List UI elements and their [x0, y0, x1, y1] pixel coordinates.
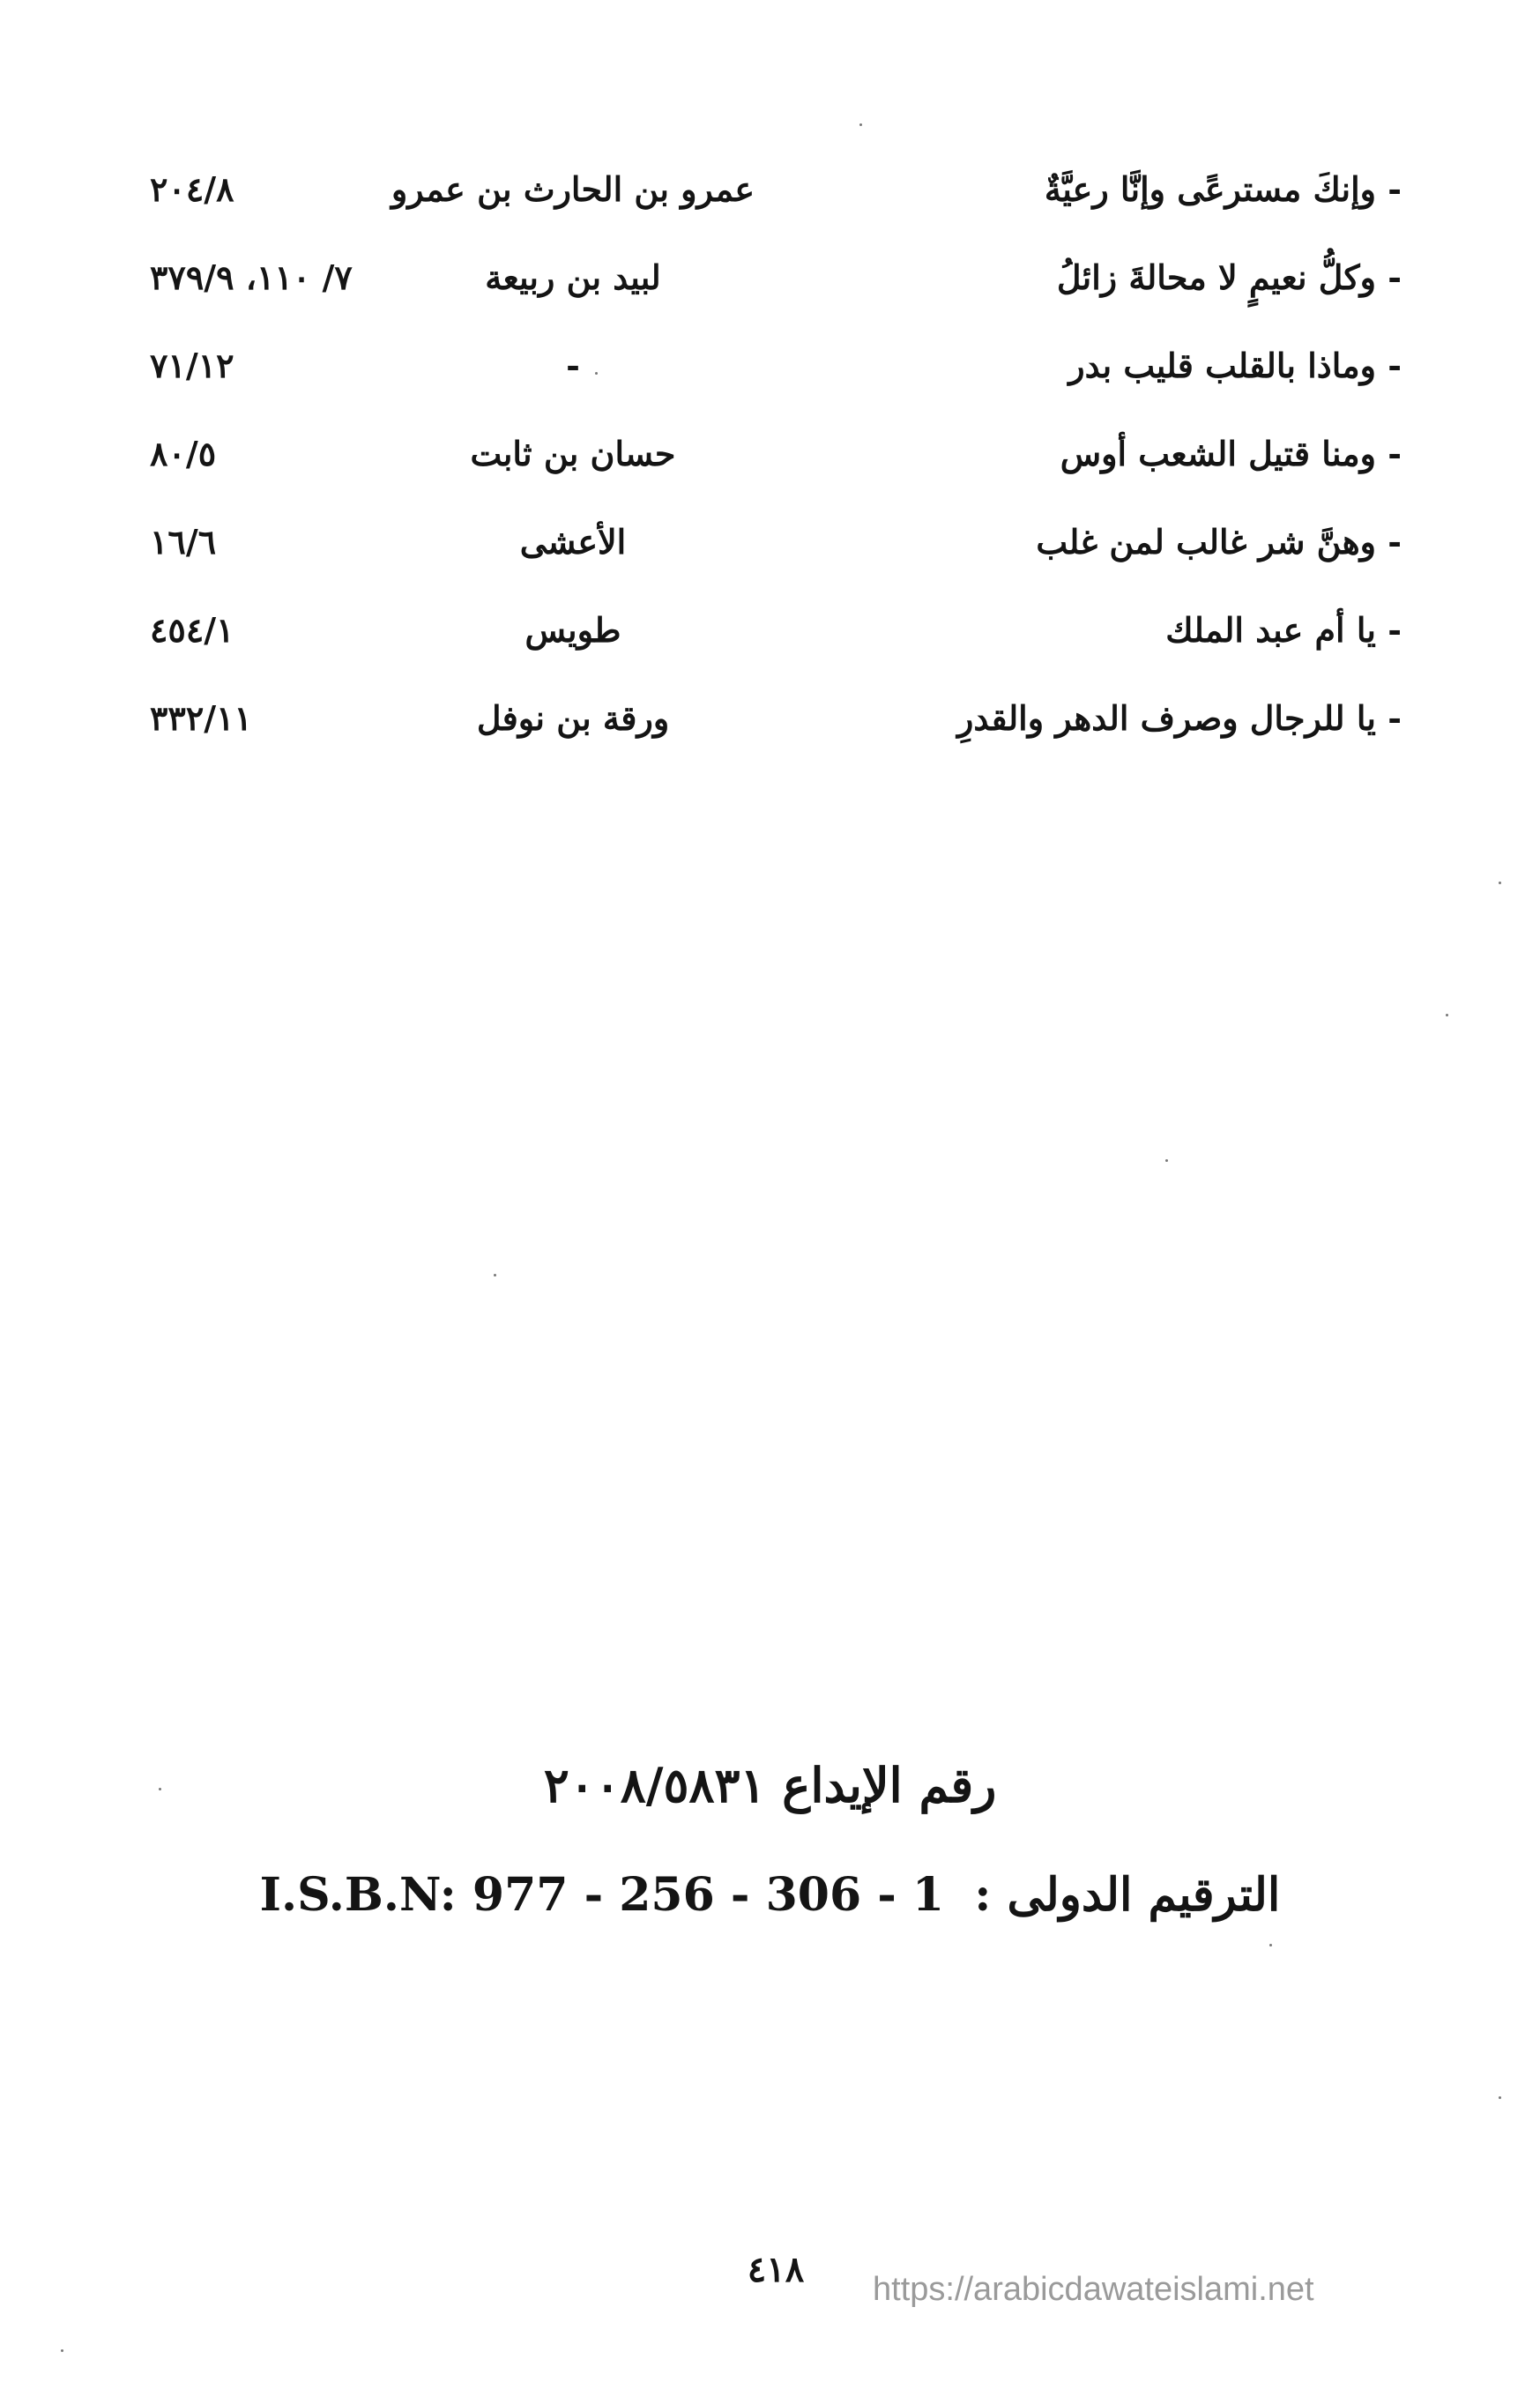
poet-name: ورقة بن نوفل: [476, 698, 670, 738]
scan-speck: [1499, 882, 1501, 884]
scan-speck: [1446, 1014, 1448, 1016]
index-row: [150, 683, 1402, 771]
verse-text: - وإنكَ مسترعًى وإنَّا رعيَّةٌ: [1044, 169, 1402, 209]
verse-text: - وكلُّ نعيمٍ لا محالةَ زائلُ: [1056, 257, 1402, 297]
scan-speck: [1165, 1159, 1168, 1162]
verse-text: - يا أم عبد الملك: [1165, 610, 1402, 650]
deposit-number: رقم الإيداع ٢٠٠٨/٥٨٣١: [543, 1757, 997, 1813]
page-reference: ٧/ ١١٠، ٣٧٩/٩: [150, 257, 353, 297]
isbn-value: I.S.B.N: 977 - 256 - 306 - 1: [259, 1868, 945, 1922]
index-row: [150, 595, 1402, 683]
watermark-url: https://arabicdawateislami.net: [873, 2271, 1314, 2308]
isbn-label: الترقيم الدولى :: [974, 1868, 1281, 1922]
verse-text: - ومنا قتيل الشعب أوس: [1060, 434, 1402, 473]
index-row: [150, 154, 1402, 242]
poet-name: عمرو بن الحارث بن عمرو: [391, 169, 755, 209]
poet-name: طويس: [524, 610, 621, 650]
index-row: [150, 419, 1402, 507]
index-row: [150, 242, 1402, 331]
page-reference: ٣٣٢/١١: [150, 698, 252, 738]
index-row: [150, 507, 1402, 595]
page-reference: ٨٠/٥: [150, 434, 217, 473]
scan-speck: [595, 372, 598, 375]
page-reference: ٧١/١٢: [150, 346, 234, 385]
poet-name: -: [566, 346, 580, 385]
page-reference: ٢٠٤/٨: [150, 169, 234, 209]
index-row: [150, 331, 1402, 419]
scan-speck: [494, 1274, 496, 1276]
scan-speck: [61, 2349, 63, 2352]
poet-name: حسان بن ثابت: [470, 434, 676, 473]
scan-speck: [1269, 1944, 1272, 1946]
page-number: ٤١٨: [747, 2249, 805, 2290]
verse-text: - يا للرجال وصرف الدهر والقدرِ: [957, 698, 1402, 738]
page-reference: ١٦/٦: [150, 522, 217, 562]
isbn-line: [0, 1860, 1540, 1931]
verse-index-list: [150, 154, 1402, 771]
verse-text: - وهنَّ شر غالب لمن غلب: [1036, 522, 1402, 562]
scan-speck: [1499, 2096, 1501, 2099]
page-reference: ٤٥٤/١: [150, 610, 234, 650]
scan-speck: [159, 1788, 161, 1790]
poet-name: الأعشى: [519, 522, 627, 562]
scan-speck: [859, 123, 862, 126]
verse-text: - وماذا بالقلب قليب بدر: [1068, 346, 1402, 385]
poet-name: لبيد بن ربيعة: [485, 257, 661, 297]
